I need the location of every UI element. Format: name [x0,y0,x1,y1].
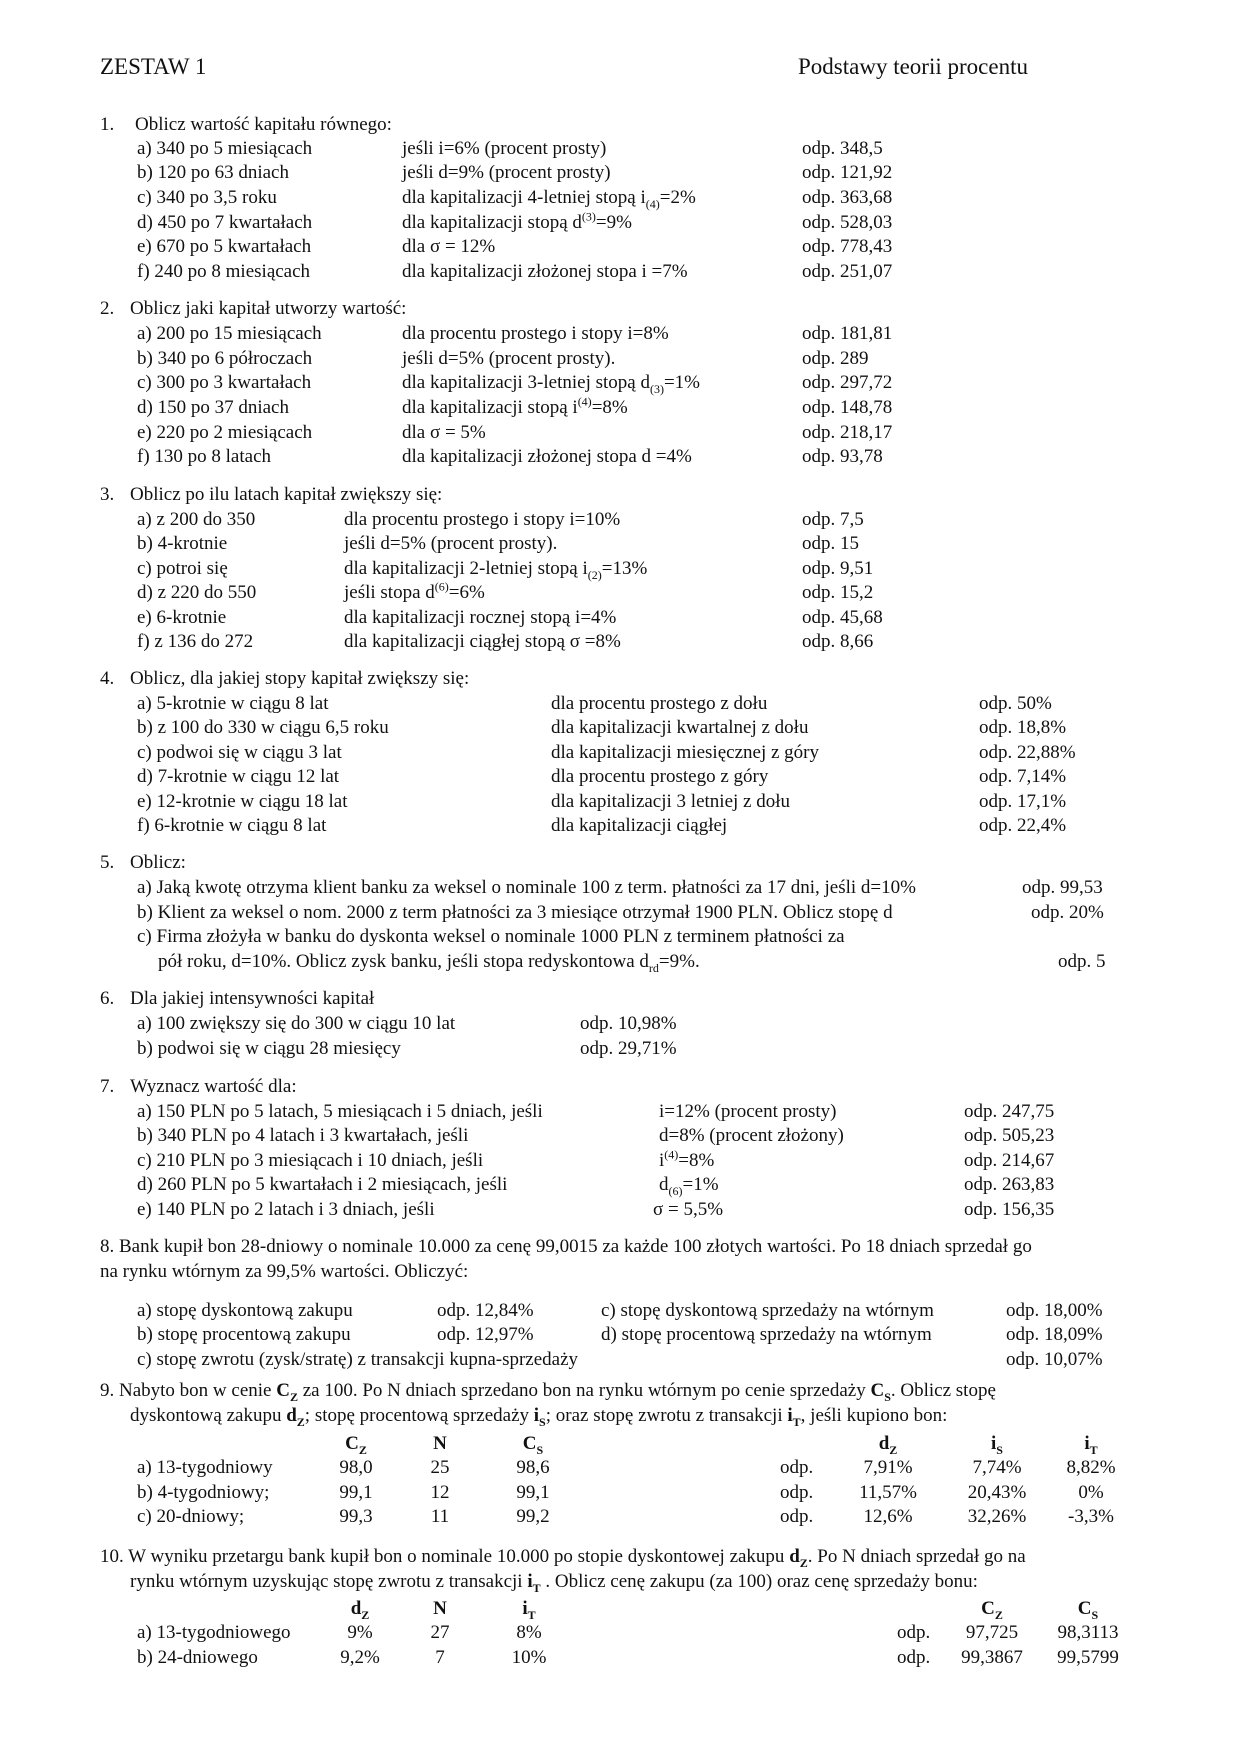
item-answer: odp. 12,97% [437,1324,534,1345]
item-answer: odp. 10,07% [1006,1349,1103,1370]
list-item [0,1038,1240,1062]
item-amount: e) 6-krotnie [137,607,227,628]
item-condition: jeśli d=9% (procent prosty) [402,162,611,183]
cell-cs: 99,5799 [1057,1647,1119,1668]
problem-title: Oblicz: [130,852,186,873]
item-condition: dla σ = 12% [402,236,496,257]
item-condition: σ = 5,5% [653,1199,724,1220]
col-header-it: $i_T$ [1084,1433,1098,1457]
item-condition: dla kapitalizacji rocznej stopą i=4% [344,607,617,628]
item-condition: dla procentu prostego i stopy i=8% [402,323,669,344]
item-answer: odp. 12,84% [437,1300,534,1321]
item-amount: b) podwoi się w ciągu 28 miesięcy [137,1038,401,1059]
col-header-cz: $C_Z$ [981,1598,1003,1622]
list-item [0,187,1240,211]
table-header [0,1433,1240,1457]
problem-title: Oblicz jaki kapitał utworzy wartość: [130,298,407,319]
item-amount: a) 150 PLN po 5 latach, 5 miesiącach i 5 dniach, jeśli [137,1101,543,1122]
problem-text-line: 9. Nabyto bon w cenie $C_Z$ za 100. Po N dniach sprzedano bon na rynku wtórnym po cenie sprzedaży $C_S$. Oblicz stopę [100,1380,996,1404]
list-item [0,631,1240,655]
problem-title: Wyznacz wartość dla: [130,1076,297,1097]
item-question: d) stopę procentową sprzedaży na wtórnym [601,1324,932,1345]
item-amount: f) z 136 do 272 [137,631,254,652]
list-item [0,717,1240,741]
item-condition: dla σ = 5% [402,422,486,443]
problem-title: Dla jakiej intensywności kapitał [130,988,375,1009]
item-question: c) stopę dyskontową sprzedaży na wtórnym [601,1300,934,1321]
item-condition: dla kapitalizacji 4-letniej stopą $i_{(4)}=2\%$ [402,187,696,211]
item-condition: dla kapitalizacji kwartalnej z dołu [551,717,809,738]
problem-text-line: rynku wtórnym uzyskując stopę zwrotu z transakcji $i_T$ . Oblicz cenę zakupu (za 100) oraz cenę sprzedaży bonu: [130,1571,978,1595]
cell-n: 25 [430,1457,450,1478]
cell-cs: 98,6 [516,1457,550,1478]
cell-is: 32,26% [967,1506,1027,1527]
item-answer: odp. 50% [979,693,1052,714]
list-item [0,236,1240,260]
item-answer: odp. 22,4% [979,815,1067,836]
item-condition: dla procentu prostego i stopy i=10% [344,509,621,530]
item-answer: odp. 218,17 [802,422,893,443]
item-answer: odp. 289 [802,348,869,369]
item-answer: odp. 121,92 [802,162,893,183]
item-condition: jeśli stopa $d^{(6)}=6\%$ [344,579,485,603]
item-answer: odp. 99,53 [1022,877,1103,898]
item-answer: odp. 18,09% [1006,1324,1103,1345]
cell-cs: 98,3113 [1057,1622,1119,1643]
cell-it: -3,3% [1068,1506,1114,1527]
list-item [0,951,1240,975]
cell-it: 0% [1078,1482,1104,1503]
item-answer: odp. 148,78 [802,397,893,418]
item-answer: odp. 7,5 [802,509,864,530]
item-condition: i=12% (procent prosty) [659,1101,837,1122]
item-answer: odp. 15 [802,533,859,554]
item-answer: odp. 10,98% [580,1013,677,1034]
item-answer: odp. 156,35 [964,1199,1055,1220]
list-item [0,138,1240,162]
table-row [0,1622,1240,1646]
list-item [0,558,1240,582]
col-header-is: $i_S$ [991,1433,1003,1457]
problem-number: 5. [100,852,115,873]
list-item [0,323,1240,347]
item-amount: a) 100 zwiększy się do 300 w ciągu 10 lat [137,1013,456,1034]
cell-odp: odp. [780,1457,814,1478]
item-condition: jeśli d=5% (procent prosty). [344,533,558,554]
item-question: a) stopę dyskontową zakupu [137,1300,353,1321]
item-amount: d) z 220 do 550 [137,582,257,603]
row-label: a) 13-tygodniowy [137,1457,273,1478]
problem-title: Oblicz wartość kapitału równego: [135,114,392,135]
item-amount: d) 450 po 7 kwartałach [137,212,313,233]
list-item [0,693,1240,717]
item-condition: jeśli d=5% (procent prosty). [402,348,616,369]
item-answer: odp. 251,07 [802,261,893,282]
table-header [0,1598,1240,1622]
cell-dz: 9,2% [340,1647,380,1668]
cell-cz: 99,3 [339,1506,373,1527]
cell-it: 8% [516,1622,542,1643]
item-condition: dla kapitalizacji 3-letniej stopą $d_{(3)}=1\%$ [402,372,701,396]
item-answer: odp. 214,67 [964,1150,1055,1171]
item-question: c) stopę zwrotu (zysk/stratę) z transakcji kupna-sprzedaży [137,1349,579,1370]
list-item [0,926,1240,950]
col-header-n: N [433,1598,447,1619]
item-amount: e) 140 PLN po 2 latach i 3 dniach, jeśli [137,1199,435,1220]
item-condition: $d_{(6)}=1\%$ [659,1174,719,1198]
item-answer: odp. 247,75 [964,1101,1055,1122]
problem-number: 1. [100,114,115,135]
item-condition: dla kapitalizacji ciągłej stopą σ =8% [344,631,621,652]
list-item [0,1125,1240,1149]
item-amount: f) 130 po 8 latach [137,446,272,467]
item-condition: dla kapitalizacji złożonej stopa i =7% [402,261,688,282]
item-condition: dla kapitalizacji stopą $d^{(3)}=9\%$ [402,209,632,233]
item-amount: f) 6-krotnie w ciągu 8 lat [137,815,327,836]
cell-n: 27 [430,1622,450,1643]
table-row [0,1647,1240,1671]
cell-it: 8,82% [1066,1457,1116,1478]
list-item [0,877,1240,901]
item-amount: e) 220 po 2 miesiącach [137,422,313,443]
item-answer: odp. 363,68 [802,187,893,208]
cell-n: 11 [430,1506,450,1527]
list-item [0,1349,1240,1373]
cell-n: 12 [430,1482,450,1503]
item-amount: b) 340 PLN po 4 latach i 3 kwartałach, jeśli [137,1125,469,1146]
row-label: b) 4-tygodniowy; [137,1482,270,1503]
list-item [0,766,1240,790]
item-amount: a) 5-krotnie w ciągu 8 lat [137,693,329,714]
item-answer: odp. 9,51 [802,558,874,579]
list-item [0,815,1240,839]
item-condition: d=8% (procent złożony) [659,1125,844,1146]
row-label: b) 24-dniowego [137,1647,258,1668]
cell-dz: 12,6% [863,1506,913,1527]
cell-cs: 99,1 [516,1482,550,1503]
item-amount: d) 150 po 37 dniach [137,397,289,418]
list-item [0,1013,1240,1037]
item-question: b) stopę procentową zakupu [137,1324,351,1345]
list-item [0,372,1240,396]
item-answer: odp. 778,43 [802,236,893,257]
item-amount: b) 340 po 6 półroczach [137,348,313,369]
subject-title: Podstawy teorii procentu [798,54,1028,79]
problem-number: 3. [100,484,115,505]
cell-odp: odp. [780,1482,814,1503]
item-question: a) Jaką kwotę otrzyma klient banku za weksel o nominale 100 z term. płatności za 17 dni, jeśli d=10% [137,877,916,898]
problem-title: Oblicz, dla jakiej stopy kapitał zwiększy się: [130,668,470,689]
cell-dz: 9% [347,1622,373,1643]
cell-odp: odp. [897,1622,931,1643]
item-condition: dla kapitalizacji 3 letniej z dołu [551,791,790,812]
list-item [0,394,1240,421]
problem-text-line: 10. W wyniku przetargu bank kupił bon o nominale 10.000 po stopie dyskontowej zakupu $d_Z$. Po N dniach sprzedał go na [100,1546,1026,1570]
list-item [0,1174,1240,1198]
item-answer: odp. 29,71% [580,1038,677,1059]
item-condition: dla kapitalizacji złożonej stopa d =4% [402,446,692,467]
item-amount: b) z 100 do 330 w ciągu 6,5 roku [137,717,389,738]
item-condition: dla procentu prostego z dołu [551,693,768,714]
item-condition: $i^{(4)}=8\%$ [659,1147,715,1171]
cell-cz: 99,3867 [961,1647,1023,1668]
list-item [0,1147,1240,1174]
item-amount: c) 340 po 3,5 roku [137,187,277,208]
list-item [0,446,1240,470]
list-item [0,742,1240,766]
item-amount: e) 12-krotnie w ciągu 18 lat [137,791,348,812]
list-item [0,209,1240,236]
item-amount: f) 240 po 8 miesiącach [137,261,311,282]
item-answer: odp. 8,66 [802,631,874,652]
problem-text-line: dyskontową zakupu $d_Z$; stopę procentową sprzedaży $i_S$; oraz stopę zwrotu z transakcji $i_T$, jeśli kupiono bon: [130,1405,948,1429]
table-row [0,1482,1240,1506]
col-header-cs: $C_S$ [522,1433,544,1457]
problem-text-line: 8. Bank kupił bon 28-dniowy o nominale 10.000 za cenę 99,0015 za każde 100 złotych wartości. Po 18 dniach sprzedał go [100,1236,1032,1257]
item-question: c) Firma złożyła w banku do dyskonta weksel o nominale 1000 PLN z terminem płatności za [137,926,845,947]
item-answer: odp. 348,5 [802,138,883,159]
cell-it: 10% [511,1647,547,1668]
col-header-dz: $d_Z$ [350,1598,370,1622]
problem-number: 2. [100,298,115,319]
item-answer: odp. 263,83 [964,1174,1055,1195]
col-header-cz: $C_Z$ [345,1433,367,1457]
cell-cz: 99,1 [339,1482,373,1503]
item-answer: odp. 45,68 [802,607,883,628]
item-answer: odp. 20% [1031,902,1104,923]
cell-cz: 98,0 [339,1457,373,1478]
list-item [0,579,1240,606]
cell-n: 7 [435,1647,445,1668]
col-header-cs: $C_S$ [1077,1598,1099,1622]
item-amount: d) 7-krotnie w ciągu 12 lat [137,766,340,787]
item-answer: odp. 17,1% [979,791,1067,812]
table-row [0,1457,1240,1481]
item-amount: d) 260 PLN po 5 kwartałach i 2 miesiącach, jeśli [137,1174,508,1195]
col-header-it: $i_T$ [522,1598,536,1622]
list-item [0,1199,1240,1223]
list-item [0,902,1240,926]
list-item [0,1300,1240,1324]
item-condition: dla kapitalizacji miesięcznej z góry [551,742,819,763]
table-row [0,1506,1240,1530]
row-label: a) 13-tygodniowego [137,1622,291,1643]
cell-cz: 97,725 [965,1622,1019,1643]
item-answer: odp. 18,8% [979,717,1067,738]
problem-title: Oblicz po ilu latach kapitał zwiększy się: [130,484,443,505]
item-answer: odp. 505,23 [964,1125,1055,1146]
item-condition: dla kapitalizacji ciągłej [551,815,728,836]
problem-number: 6. [100,988,115,1009]
item-answer: odp. 18,00% [1006,1300,1103,1321]
list-item [0,1324,1240,1348]
item-amount: b) 120 po 63 dniach [137,162,289,183]
item-answer: odp. 93,78 [802,446,883,467]
list-item [0,162,1240,186]
item-condition: dla kapitalizacji stopą $i^{(4)}=8\%$ [402,394,628,418]
item-answer: odp. 297,72 [802,372,893,393]
problem-number: 7. [100,1076,115,1097]
item-condition: dla procentu prostego z góry [551,766,769,787]
cell-odp: odp. [780,1506,814,1527]
item-amount: e) 670 po 5 kwartałach [137,236,312,257]
list-item [0,422,1240,446]
item-amount: b) 4-krotnie [137,533,228,554]
item-answer: odp. 528,03 [802,212,893,233]
list-item [0,791,1240,815]
item-answer: odp. 181,81 [802,323,893,344]
cell-dz: 7,91% [863,1457,913,1478]
item-amount: a) z 200 do 350 [137,509,256,530]
cell-odp: odp. [897,1647,931,1668]
item-condition: dla kapitalizacji 2-letniej stopą $i_{(2)}=13\%$ [344,558,648,582]
item-question-continued: pół roku, d=10%. Oblicz zysk banku, jeśli stopa redyskontowa $d_{rd}=9\%$. [158,951,700,975]
list-item [0,348,1240,372]
item-answer: odp. 7,14% [979,766,1067,787]
cell-is: 7,74% [972,1457,1022,1478]
item-amount: c) 300 po 3 kwartałach [137,372,312,393]
cell-is: 20,43% [967,1482,1027,1503]
cell-dz: 11,57% [859,1482,917,1503]
item-answer: odp. 5 [1058,951,1106,972]
problem-number: 4. [100,668,115,689]
item-amount: c) podwoi się w ciągu 3 lat [137,742,342,763]
item-amount: a) 340 po 5 miesiącach [137,138,313,159]
problem-text-line: na rynku wtórnym za 99,5% wartości. Obliczyć: [100,1261,469,1282]
list-item [0,607,1240,631]
item-answer: odp. 22,88% [979,742,1076,763]
item-amount: c) 210 PLN po 3 miesiącach i 10 dniach, jeśli [137,1150,484,1171]
col-header-n: N [433,1433,447,1454]
cell-cs: 99,2 [516,1506,550,1527]
list-item [0,261,1240,285]
set-title: ZESTAW 1 [100,54,207,79]
col-header-dz: $d_Z$ [878,1433,898,1457]
item-amount: a) 200 po 15 miesiącach [137,323,322,344]
item-answer: odp. 15,2 [802,582,874,603]
row-label: c) 20-dniowy; [137,1506,245,1527]
item-question: b) Klient za weksel o nom. 2000 z term płatności za 3 miesiące otrzymał 1900 PLN. Oblicz stopę d [137,902,893,923]
list-item [0,509,1240,533]
item-condition: jeśli i=6% (procent prosty) [402,138,607,159]
item-amount: c) potroi się [137,558,228,579]
list-item [0,533,1240,557]
list-item [0,1101,1240,1125]
